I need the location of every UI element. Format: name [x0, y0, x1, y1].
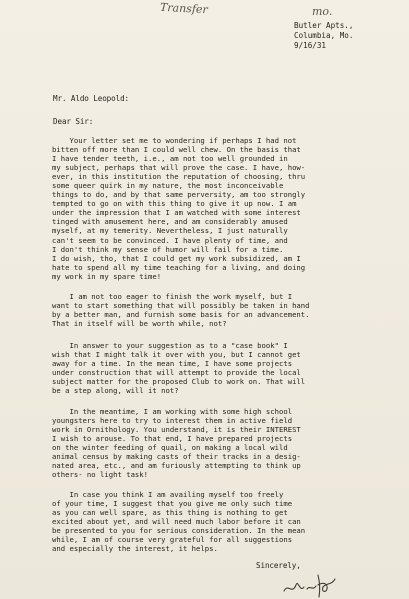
recipient-line: Mr. Aldo Leopold: — [53, 94, 130, 103]
body-line: youngsters here to try to interest them in active field — [52, 416, 293, 426]
body-line: my work in my spare time! — [52, 271, 162, 281]
body-line: some queer quirk in my nature, the most inconceivable — [52, 181, 284, 191]
body-line: my subject, perhaps that will prove the case. I have, how- — [52, 163, 306, 173]
body-line: I wish to arouse. To that end, I have prepared projects — [52, 434, 293, 444]
body-line: tempted to go on with this thing to give it up now. I am — [52, 199, 297, 209]
body-line: can't seem to be convinced. I have plenty of time, and — [52, 235, 288, 245]
body-line: others- no light task! — [52, 470, 149, 480]
body-line: work in Ornithology. You understand, it is their INTEREST — [52, 425, 301, 435]
body-line: be presented to you for serious consideration. In the mean — [52, 526, 306, 536]
body-line: ever, in this institution the reputation of choosing, thru — [52, 172, 306, 182]
body-paragraph — [52, 407, 404, 479]
body-line: want to start something that will possibly be taken in hand — [52, 301, 310, 311]
handwritten-annotation: Transfer — [159, 0, 209, 17]
body-line: as you can well spare, as this thing is nothing to get — [52, 508, 288, 518]
sender-address — [294, 21, 353, 51]
body-line: That in itself will be worth while, not? — [52, 319, 227, 329]
body-line: tinged with amusement here, and am considerably amused — [52, 217, 288, 227]
body-line: away for a time. In the mean time, I have some projects — [52, 359, 293, 369]
body-paragraph — [52, 292, 404, 328]
body-line: be a step along, will it not? — [52, 386, 179, 396]
body-paragraph — [52, 490, 404, 553]
letter-date: 9/16/31 — [294, 41, 327, 50]
closing: Sincerely, — [256, 561, 301, 570]
address-line: Butler Apts., — [294, 21, 354, 30]
body-line: I am not too eager to finish the work myself, but I — [52, 292, 293, 301]
body-line: In case you think I am availing myself too freely — [52, 490, 284, 499]
body-line: nated area, etc., and am furiously attempting to think up — [52, 461, 301, 471]
body-line: hate to spend all my time teaching for a living, and doing — [52, 262, 306, 272]
body-line: while, I am of course very grateful for all suggestions — [52, 535, 293, 545]
body-line: I don't think my sense of humor will fail for a time. — [52, 244, 284, 254]
body-line: I do wish, tho, that I could get my work subsidized, am I — [52, 253, 301, 263]
body-paragraph — [52, 136, 404, 281]
body-paragraph — [52, 341, 404, 395]
body-line: and especially the interest, it helps. — [52, 544, 218, 554]
signature-scribble — [280, 565, 340, 599]
body-line: of your time, I suggest that you give me only such time — [52, 499, 293, 509]
body-line: Your letter set me to wondering if perhaps I had not — [52, 136, 297, 145]
body-line: things to do, and by that same perversity, am too strongly — [52, 190, 306, 200]
body-line: myself, at my temerity. Nevertheless, I just naturally — [52, 226, 288, 236]
body-line: animal census by making casts of their tracks in a desig- — [52, 452, 301, 462]
handwritten-initials: mo. — [312, 5, 333, 18]
body-line: subject matter for the proposed Club to work on. That will — [52, 377, 306, 387]
body-line: I have tender teeth, i.e., am not too well grounded in — [52, 154, 288, 164]
body-line: In answer to your suggestion as to a "case book" I — [52, 341, 288, 350]
body-line: by a better man, and furnish some basis for an advancement. — [52, 310, 310, 320]
body-line: under the impression that I am watched with some interest — [52, 208, 301, 218]
body-line: bitten off more than I could well chew. On the basis that — [52, 145, 301, 155]
body-line: wish that I might talk it over with you, but I cannot get — [52, 350, 301, 360]
body-line: In the meantime, I am working with some high school — [52, 407, 293, 416]
address-line: Columbia, Mo. — [294, 31, 354, 40]
salutation: Dear Sir: — [53, 117, 94, 126]
body-line: excited about yet, and will need much labor before it can — [52, 517, 301, 527]
body-line: on the winter feeding of quail, on making a local wild — [52, 443, 288, 453]
body-line: under construction that will attempt to provide the local — [52, 368, 301, 378]
